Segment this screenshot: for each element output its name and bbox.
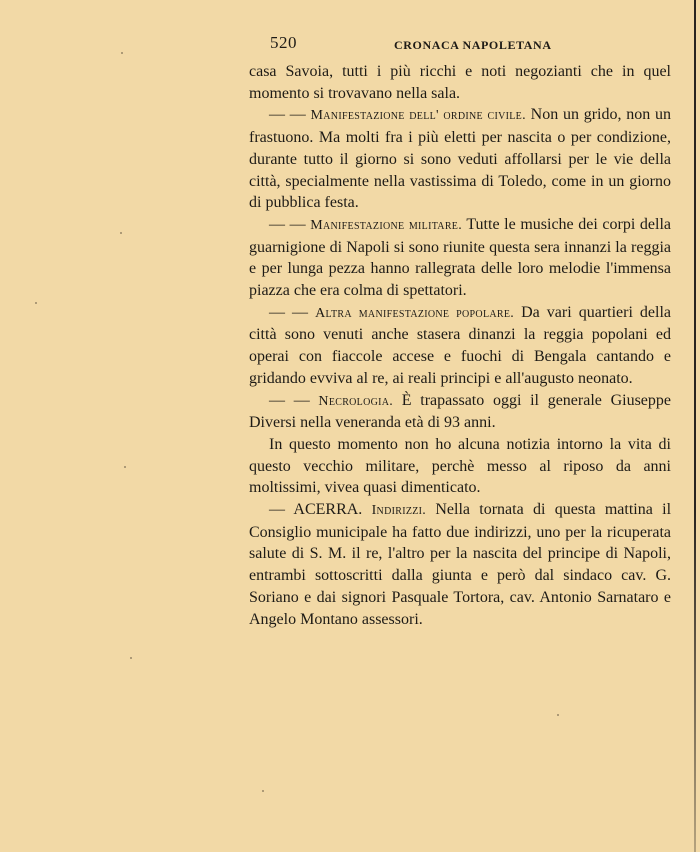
paragraph-acerra: — ACERRA. Indirizzi. Nella tornata di questa mattina il Consiglio municipale ha fatto due indirizzi, uno per la ricuperata salute di S. M. il re, l'altro per la nascita del principe di Napoli, entrambi sottoscritti dalla giunta e però dal sindaco cav. G. Soriano e dai signori Pasquale Tortora, cav. Antonio Sarnataro e Angelo Montano assessori. — [249, 501, 672, 628]
section-heading: Manifestazione dell' ordine civile. — [310, 108, 526, 124]
paper-speck — [262, 790, 264, 792]
paper-speck — [120, 232, 122, 234]
paper-speck — [124, 466, 126, 468]
paper-speck — [557, 714, 559, 716]
section-heading: Manifestazione militare. — [310, 217, 463, 233]
paragraph-necrologia: — — Necrologia. È trapassato oggi il generale Giuseppe Diversi nella veneranda età di 93 anni. — [249, 391, 671, 432]
page-header — [0, 33, 700, 57]
paragraph-ordine-civile: — — Manifestazione dell' ordine civile. Non un grido, non un frastuono. Ma molti fra i più eletti per nascita o per condizione, durante tutto il giorno si sono veduti affollarsi per le vie della città, specialmente nella vastissima di Toledo, come in un giorno di pubblica festa. — [249, 106, 672, 212]
running-title: CRONACA NAPOLETANA — [394, 38, 552, 52]
paragraph-1: casa Savoia, tutti i più ricchi e noti negozianti che in quel momento si trovavano nella sala. — [249, 63, 671, 102]
paper-speck — [121, 52, 123, 54]
section-heading: Necrologia. — [318, 393, 394, 409]
page-number: 520 — [270, 33, 297, 52]
paragraph-militare: — — Manifestazione militare. Tutte le musiche dei corpi della guarnigione di Napoli si sono riunite questa sera innanzi la reggia e per lunga pezza hanno rallegrata delle loro melodie l'immensa piazza che era colma di spettatori. — [249, 215, 672, 300]
paragraph-militare-note: In questo momento non ho alcuna notizia intorno la vita di questo vecchio militare, perchè messo al riposo da anni moltissimi, vivea quasi dimenticato. — [249, 435, 671, 497]
paper-speck — [35, 302, 37, 304]
section-heading: Indirizzi. — [371, 503, 427, 519]
paper-speck — [130, 657, 132, 659]
page-edge — [694, 0, 696, 852]
section-heading: Altra manifestazione popolare. — [315, 305, 515, 321]
paragraph-popolare: — — Altra manifestazione popolare. Da vari quartieri della città sono venuti anche stasera dinanzi la reggia popolani ed operai con fiaccole accese e fuochi di Bengala cantando e gridando evviva al re, ai reali principi e all'augusto neonato. — [249, 303, 672, 387]
body-text — [249, 61, 671, 630]
place-name: ACERRA. — [293, 501, 363, 519]
